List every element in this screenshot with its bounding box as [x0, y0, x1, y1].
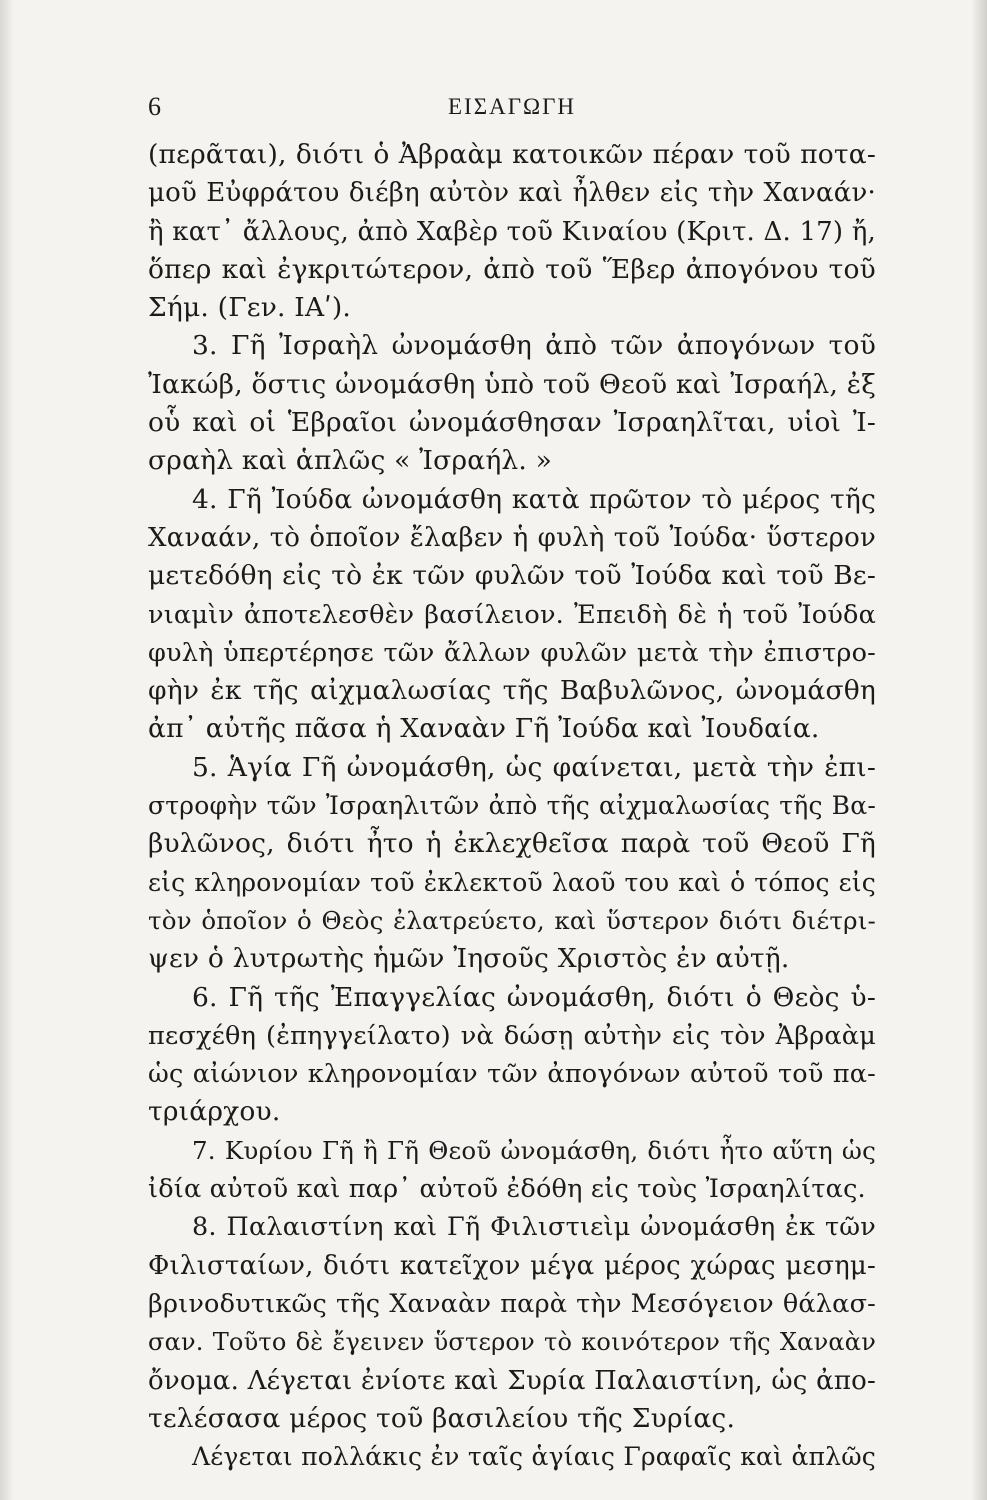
- text-line: τελέσασα μέρος τοῦ βασιλείου τῆς Συρίας.: [148, 1402, 736, 1434]
- text-line: φυλὴ ὑπερτέρησε τῶν ἄλλων φυλῶν μετὰ τὴν ἐπιστρο-: [148, 637, 876, 668]
- text-line: ἀπ᾿ αὐτῆς πᾶσα ἡ Χαναὰν Γῆ Ἰούδα καὶ Ἰουδαία.: [148, 713, 820, 745]
- text-line: τριάρχου.: [148, 1096, 281, 1128]
- page-number: 6: [148, 92, 161, 121]
- text-line: 8. Παλαιστίνη καὶ Γῆ Φιλιστιεὶμ ὠνομάσθη ἐκ τῶν: [192, 1212, 876, 1243]
- text-line: μετεδόθη εἰς τὸ ἐκ τῶν φυλῶν τοῦ Ἰούδα καὶ τοῦ Βε-: [148, 560, 876, 592]
- text-line: Λέγεται πολλάκις ἐν ταῖς ἁγίαις Γραφαῖς καὶ ἁπλῶς: [192, 1442, 876, 1472]
- text-line: 5. Ἁγία Γῆ ὠνομάσθη, ὡς φαίνεται, μετὰ τὴν ἐπι-: [192, 751, 876, 783]
- text-line: Φιλισταίων, διότι κατεῖχον μέγα μέρος χώρας μεσημ-: [148, 1250, 876, 1281]
- page-header: [148, 92, 876, 122]
- text-line: φὴν ἐκ τῆς αἰχμαλωσίας τῆς Βαβυλῶνος, ὠνομάσθη: [148, 675, 876, 707]
- text-line: βρινοδυτικῶς τῆς Χαναὰν παρὰ τὴν Μεσόγειον θάλασ-: [148, 1288, 876, 1319]
- text-line: μοῦ Εὐφράτου διέβη αὐτὸν καὶ ἦλθεν εἰς τὴν Χαναάν·: [148, 178, 876, 209]
- text-line: 4. Γῆ Ἰούδα ὠνομάσθη κατὰ πρῶτον τὸ μέρος τῆς: [192, 483, 876, 515]
- text-line: Σήμ. (Γεν. ΙΑʹ).: [148, 292, 352, 324]
- text-line: ὄνομα. Λέγεται ἐνίοτε καὶ Συρία Παλαιστίνη, ὡς ἀπο-: [148, 1365, 876, 1396]
- text-line: 3. Γῆ Ἰσραὴλ ὠνομάσθη ἀπὸ τῶν ἀπογόνων τοῦ: [192, 330, 876, 362]
- text-line: τὸν ὁποῖον ὁ Θεὸς ἐλατρεύετο, καὶ ὕστερον διότι διέτρι-: [148, 905, 876, 935]
- running-title: ΕΙΣΑΓΩΓΗ: [447, 94, 576, 119]
- text-line: 6. Γῆ τῆς Ἐπαγγελίας ὠνομάσθη, διότι ὁ Θεὸς ὑ-: [192, 981, 876, 1013]
- text-line: Ἰακώβ, ὅστις ὠνομάσθη ὑπὸ τοῦ Θεοῦ καὶ Ἰσραήλ, ἐξ: [148, 368, 876, 400]
- page-edge-mark: [982, 205, 985, 209]
- text-line: σαν. Τοῦτο δὲ ἔγεινεν ὕστερον τὸ κοινότερον τῆς Χαναὰν: [148, 1328, 876, 1357]
- body-text: [148, 136, 876, 1476]
- page-edge-mark: [982, 56, 985, 62]
- text-line: (περᾶται), διότι ὁ Ἀβραὰμ κατοικῶν πέραν τοῦ ποτα-: [148, 139, 876, 170]
- text-line: ἰδία αὐτοῦ καὶ παρ᾿ αὐτοῦ ἐδόθη εἰς τοὺς Ἰσραηλίτας.: [148, 1174, 866, 1205]
- text-line: ψεν ὁ λυτρωτὴς ἡμῶν Ἰησοῦς Χριστὸς ἐν αὐτῇ.: [148, 943, 790, 975]
- text-line: σραὴλ καὶ ἁπλῶς « Ἰσραήλ. »: [148, 445, 553, 477]
- text-line: ὅπερ καὶ ἐγκριτώτερον, ἀπὸ τοῦ Ἕβερ ἀπογόνου τοῦ: [148, 253, 876, 285]
- text-line: νιαμὶν ἀποτελεσθὲν βασίλειον. Ἐπειδὴ δὲ ἡ τοῦ Ἰούδα: [148, 599, 876, 630]
- text-line: πεσχέθη (ἐπηγγείλατο) νὰ δώσῃ αὐτὴν εἰς τὸν Ἀβραὰμ: [148, 1020, 876, 1051]
- text-line: ὡς αἰώνιον κληρονομίαν τῶν ἀπογόνων αὐτοῦ τοῦ πα-: [148, 1059, 876, 1090]
- text-line: οὗ καὶ οἱ Ἑβραῖοι ὠνομάσθησαν Ἰσραηλῖται, υἱοὶ Ἰ-: [148, 407, 876, 439]
- text-line: βυλῶνος, διότι ἦτο ἡ ἐκλεχθεῖσα παρὰ τοῦ Θεοῦ Γῆ: [148, 828, 876, 860]
- page-edge-mark: [982, 700, 985, 728]
- text-line: εἰς κληρονομίαν τοῦ ἐκλεκτοῦ λαοῦ του καὶ ὁ τόπος εἰς: [148, 867, 876, 897]
- text-line: ἢ κατ᾿ ἄλλους, ἀπὸ Χαβὲρ τοῦ Κιναίου (Κριτ. Δ. 17) ἤ,: [148, 216, 876, 247]
- text-line: στροφὴν τῶν Ἰσραηλιτῶν ἀπὸ τῆς αἰχμαλωσίας τῆς Βα-: [148, 791, 876, 821]
- text-line: 7. Κυρίου Γῆ ἢ Γῆ Θεοῦ ὠνομάσθη, διότι ἦτο αὕτη ὡς: [192, 1135, 876, 1165]
- text-line: Χαναάν, τὸ ὁποῖον ἔλαβεν ἡ φυλὴ τοῦ Ἰούδα· ὕστερον: [148, 522, 876, 553]
